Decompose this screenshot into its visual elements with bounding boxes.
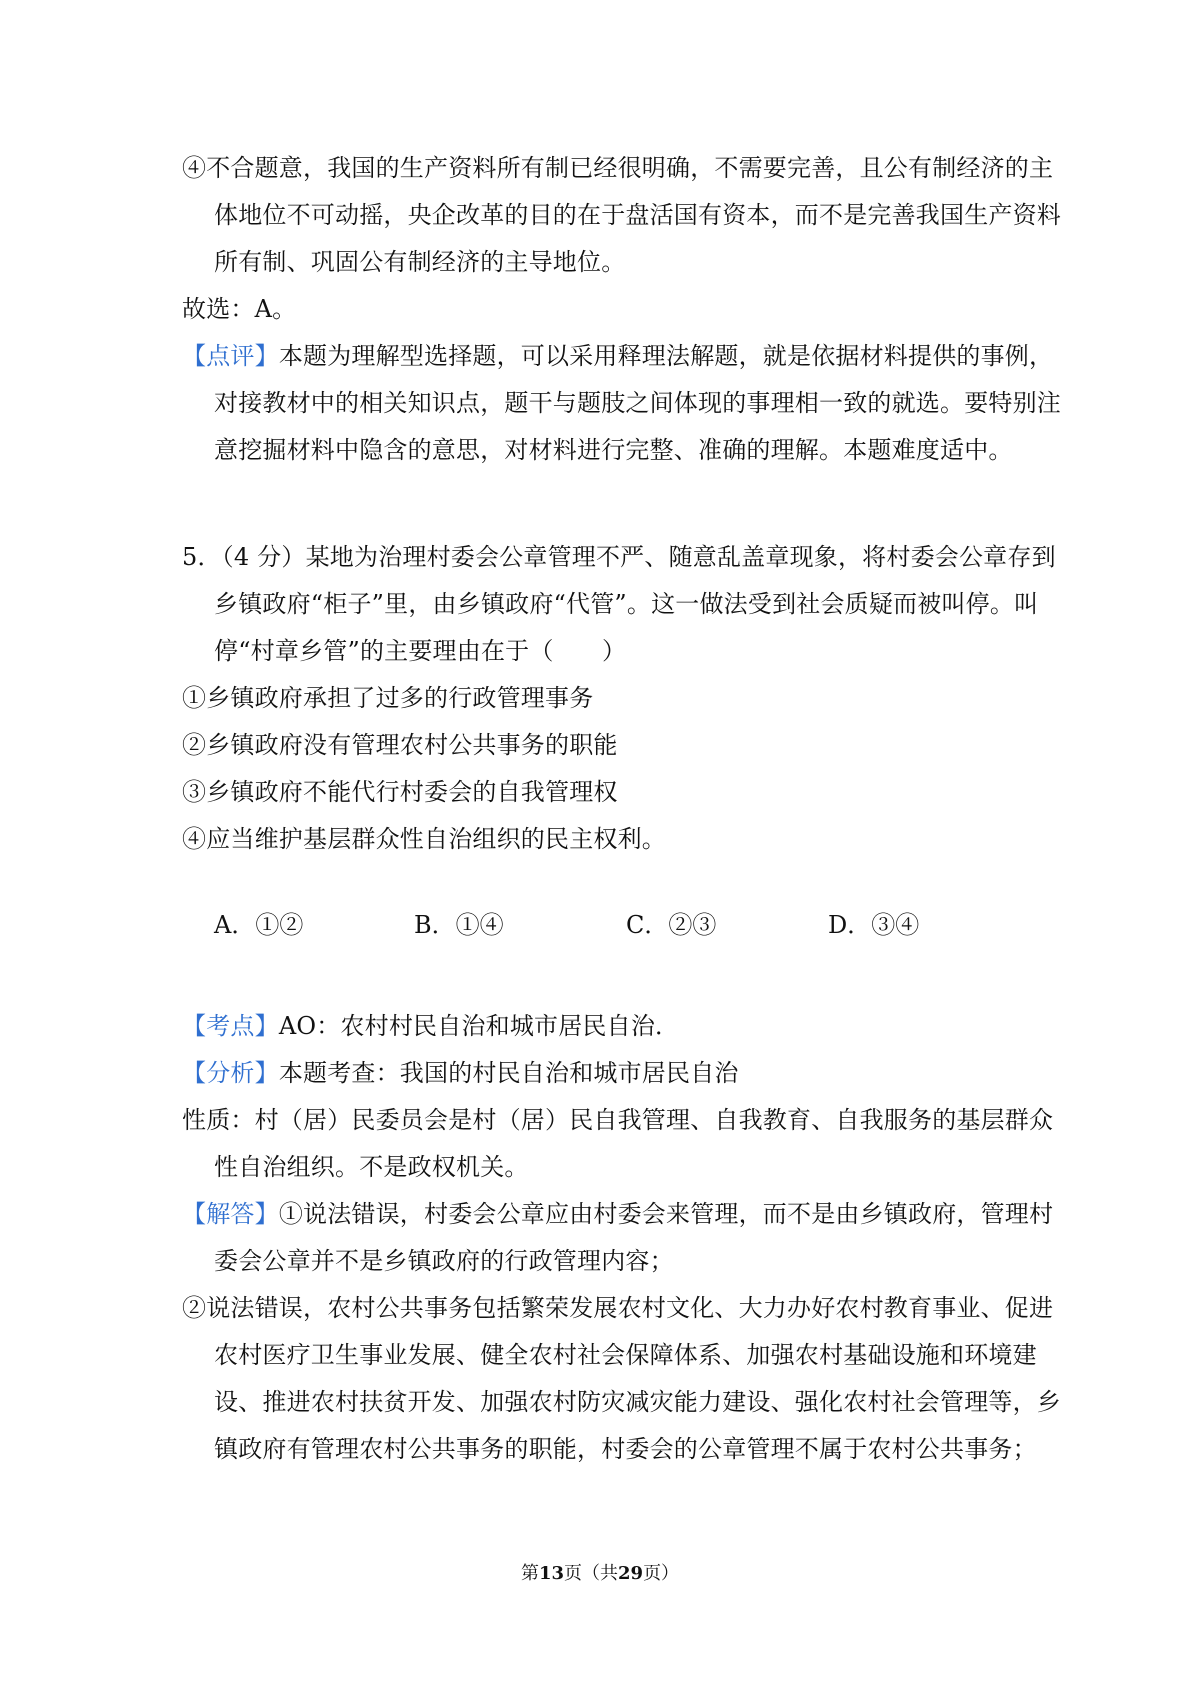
question-stem: 5．（4 分）某地为治理村委会公章管理不严、随意乱盖章现象，将村委会公章存到乡镇政府“柜子”里，由乡镇政府“代管”。这一做法受到社会质疑而被叫停。叫停“村章乡管”的主要理由在于（ ）: [182, 543, 1056, 665]
prev-answer: 故选：A。: [182, 295, 297, 323]
fenxi-tag: 【分析】: [182, 1059, 279, 1087]
prev-item-4: ④不合题意，我国的生产资料所有制已经很明确，不需要完善，且公有制经济的主体地位不可动摇，央企改革的目的在于盘活国有资本，而不是完善我国生产资料所有制、巩固公有制经济的主导地位。: [182, 154, 1061, 276]
option-b: B．①④: [414, 911, 504, 939]
comment-text: 本题为理解型选择题，可以采用释理法解题，就是依据材料提供的事例，对接教材中的相关知识点，题干与题肢之间体现的事理相一致的就选。要特别注意挖掘材料中隐含的意思，对材料进行完整、准确的理解。本题难度适中。: [214, 342, 1061, 464]
jieda: [182, 1191, 1074, 1285]
footer-mid: 页（共: [564, 1563, 618, 1584]
page-footer: [0, 1562, 1200, 1586]
footer-total-pages: 29: [618, 1563, 644, 1584]
fenxi: [182, 1050, 1074, 1097]
kaodian-text: AO：农村村民自治和城市居民自治．: [278, 1012, 680, 1040]
footer-prefix: 第: [520, 1563, 539, 1584]
question-item-1: ①乡镇政府承担了过多的行政管理事务: [182, 684, 594, 712]
option-c: C．②③: [626, 911, 717, 939]
nature-text: 性质：村（居）民委员会是村（居）民自我管理、自我教育、自我服务的基层群众性自治组织。不是政权机关。: [182, 1106, 1054, 1181]
kaodian: [182, 1003, 1074, 1050]
jieda-tag: 【解答】: [182, 1200, 279, 1228]
kaodian-tag: 【考点】: [182, 1012, 279, 1040]
question-item-4: ④应当维护基层群众性自治组织的民主权利。: [182, 825, 666, 853]
footer-suffix: 页）: [643, 1563, 680, 1584]
prev-comment: [182, 333, 1074, 474]
jieda-text-1: ①说法错误，村委会公章应由村委会来管理，而不是由乡镇政府，管理村委会公章并不是乡镇政府的行政管理内容；: [214, 1200, 1054, 1275]
fenxi-text: 本题考查：我国的村民自治和城市居民自治: [278, 1059, 739, 1087]
comment-tag: 【点评】: [182, 342, 279, 370]
option-a: A．①②: [214, 911, 304, 939]
option-d: D．③④: [828, 911, 920, 939]
jieda-text-2: ②说法错误，农村公共事务包括繁荣发展农村文化、大力办好农村教育事业、促进农村医疗卫生事业发展、健全农村社会保障体系、加强农村基础设施和环境建设、推进农村扶贫开发、加强农村防灾减灾能力建设、强化农村社会管理等，乡镇政府有管理农村公共事务的职能，村委会的公章管理不属于农村公共事务；: [182, 1294, 1061, 1463]
question-item-3: ③乡镇政府不能代行村委会的自我管理权: [182, 778, 618, 806]
footer-page-number: 13: [538, 1563, 564, 1584]
question-item-2: ②乡镇政府没有管理农村公共事务的职能: [182, 731, 618, 759]
